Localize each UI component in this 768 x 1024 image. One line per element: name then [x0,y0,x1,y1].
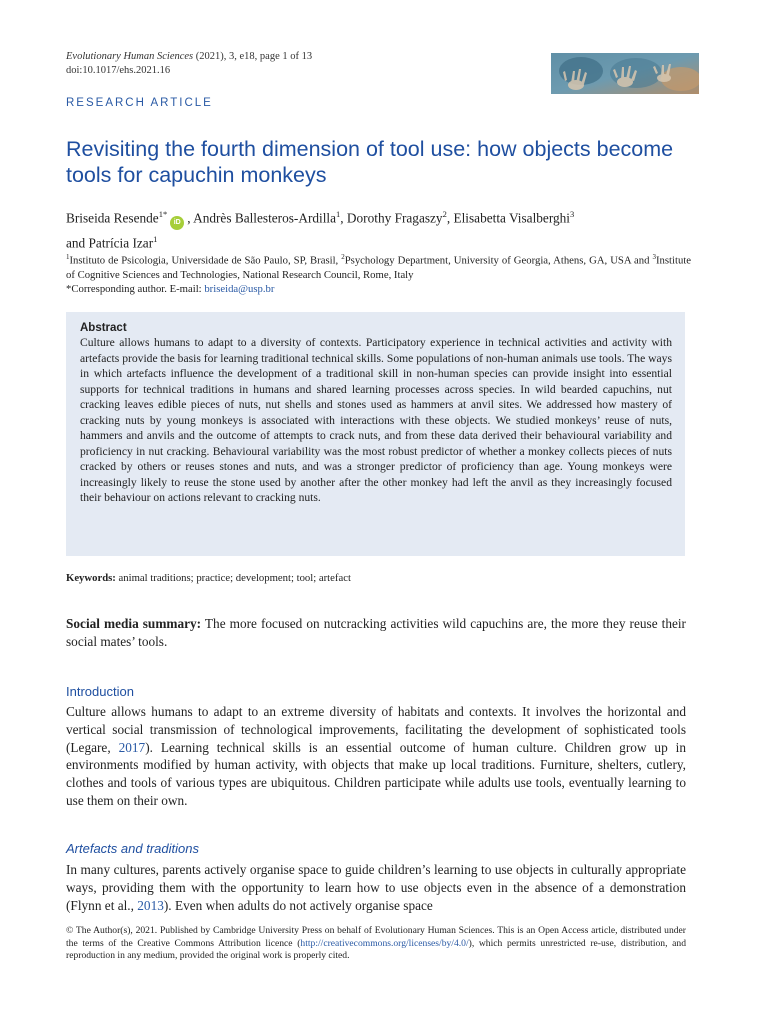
author-name: Elisabetta Visalberghi [453,210,570,226]
journal-banner-image [551,53,699,94]
social-summary-label: Social media summary: [66,616,202,631]
footer-text: ), which permits unrestricted re-use, distribution, and reproduction in any medium, provided the original work is properly cited. [66,937,686,962]
section-heading-introduction: Introduction [66,684,134,699]
keywords-list: animal traditions; practice; development; tool; artefact [118,572,351,584]
section-heading-artefacts: Artefacts and traditions [66,841,199,856]
introduction-paragraph [66,703,686,810]
affiliations [66,250,691,296]
author-list: Briseida Resende$^{1*}$iD , Andrès Ballesteros-Ardilla$^1$, Dorothy Fragaszy$^2$, Elisabetta Visalberghi$^3$ and Patrícia Izar$^1$ [66,209,575,251]
keywords [66,572,351,584]
affiliation-sup: 3 [652,253,656,261]
author-name: Andrès Ballesteros-Ardilla [193,210,337,226]
abstract-heading: Abstract [80,322,127,334]
citation-link[interactable]: 2017 [118,739,146,755]
paragraph-text: In many cultures, parents actively organise space to guide children’s learning to use objects in culturally appropriate ways, providing them with the opportunity to learn how to use objects even in the absence of a demonstration (Flynn et al., [66,862,686,913]
keywords-label: Keywords: [66,572,116,584]
paragraph-text: ). Learning technical skills is an essential outcome of human culture. Children grow up in environments modified by human activity, with objects that make up local traditions. Furniture, shelters, cutlery, clothes and tools of various types are ubiquitous. Children participate while adults use tools, eventually learning to use them on their own. [66,739,686,808]
copyright-footer [66,925,686,963]
abstract-text: Culture allows humans to adapt to a diversity of contexts. Participatory experience in technical activities and activity with artefacts provide the basis for learning traditional technical skills. Some populations of non-human animals use tools. The ways in which artefacts influence the development of a traditional skill in non-human species can provide insight into essential supports for technical traditions in humans and shared learning processes across species. In wild bearded capuchins, nut cracking leaves edible pieces of nuts, nut shells and stones used as hammers at anvil sites. We addressed how mastery of cracking nuts by young monkeys is associated with interactions with these objects. We studied monkeys’ reuse of nuts, hammers and anvils and the outcome of attempts to crack nuts, and from these data derived their behavioural variability and proficiency in nut cracking. Behavioural variability was the most robust predictor of whether a monkey collects pieces of nuts cracked by others or reuses stones and nuts, and was a stronger predictor of proficiency than age. Young monkeys were increasingly likely to reuse the stone used by another after the other monkey had left the anvil as they increasingly focused their behaviour on actions relevant to cracking nuts. [80,336,672,504]
journal-citation [66,50,312,64]
paragraph-text: Culture allows humans to adapt to an extreme diversity of habitats and contexts. It involves the horizontal and vertical social transmission of technological improvements, facilitating the development of sophisticated tools (Legare, [66,704,686,755]
citation-link[interactable]: 2013 [137,897,164,913]
doi: doi:10.1017/ehs.2021.16 [66,65,171,76]
author-affiliation-sup: 2 [442,209,447,219]
social-media-summary [66,615,686,651]
license-link[interactable]: http://creativecommons.org/licenses/by/4.0/ [300,937,469,949]
corresponding-author: *Corresponding author. E-mail: [66,282,202,295]
author-affiliation-sup: 1 [153,234,158,245]
author-name: Briseida Resende [66,210,159,226]
author-affiliation-sup: 1* [158,209,168,219]
journal-name: Evolutionary Human Sciences [66,51,194,62]
email-link[interactable]: briseida@usp.br [204,282,275,295]
article-title: Revisiting the fourth dimension of tool use: how objects become tools for capuchin monkeys [66,137,674,187]
social-summary-text: The more focused on nutcracking activities wild capuchins are, the more they reuse their social mates’ tools. [66,616,686,649]
paragraph-text: ). Even when adults do not actively organise space [163,897,433,913]
affiliation-sup: 2 [341,253,345,261]
authors-and: and [66,235,86,251]
affiliation-1: Instituto de Psicologia, Universidade de São Paulo, SP, Brasil, [69,254,339,267]
author-name: Dorothy Fragaszy [346,210,443,226]
author-affiliation-sup: 1 [336,209,341,219]
article-type: RESEARCH ARTICLE [66,97,213,109]
journal-details: (2021), 3, e18, page 1 of 13 [195,51,313,62]
affiliation-sup: 1 [66,253,70,261]
author-name: Patrícia Izar [88,235,154,251]
affiliation-2: Psychology Department, University of Georgia, Athens, GA, USA and [344,254,650,267]
affiliation-3: Institute of Cognitive Sciences and Technologies, National Research Council, Rome, Italy [66,254,692,281]
artefacts-paragraph [66,861,686,914]
footer-text: © The Author(s), 2021. Published by Cambridge University Press on behalf of Evolutionary Human Sciences. This is an Open Access article, distributed under the terms of the Creative Commons Attribution licence ( [66,925,686,949]
orcid-icon[interactable]: iD [170,216,184,230]
author-affiliation-sup: 3 [570,209,575,219]
